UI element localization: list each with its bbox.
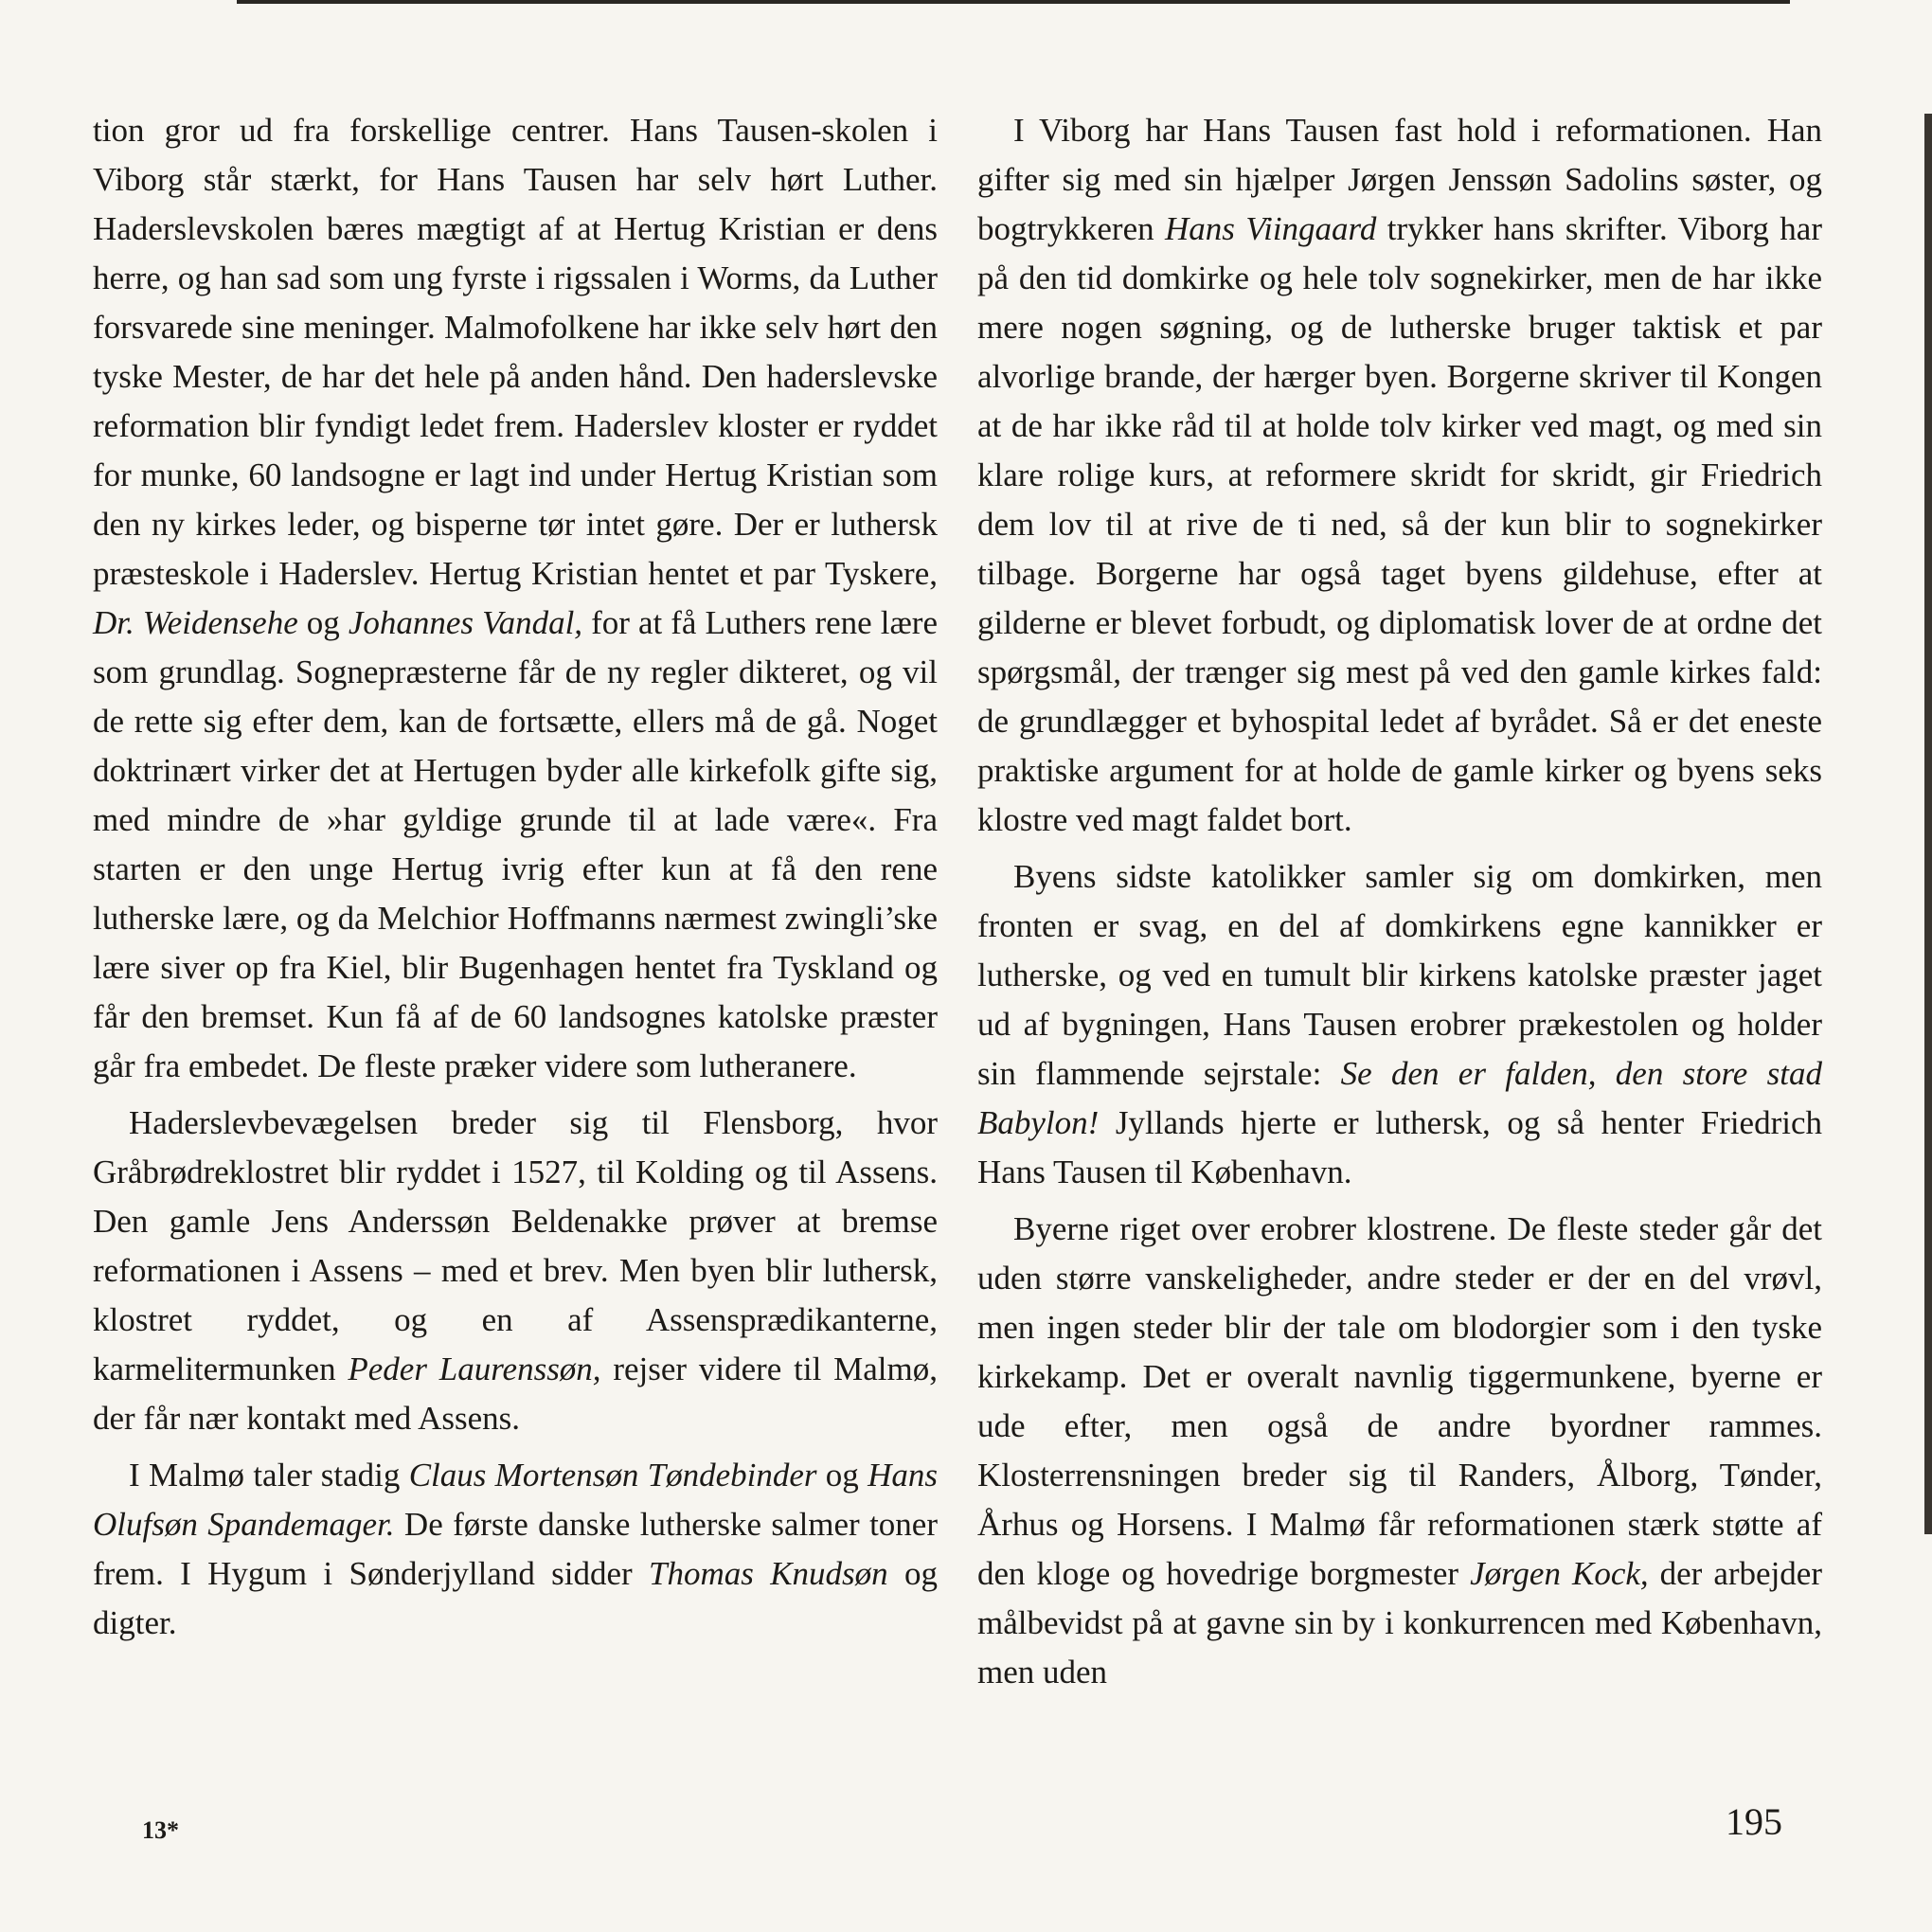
italic-run: Hans Olufsøn Spandemager. bbox=[93, 1457, 938, 1543]
top-edge-rule bbox=[237, 0, 1790, 4]
text-run: og bbox=[297, 604, 349, 641]
text-run: trykker hans skrifter. Viborg har på den tid domkirke og hele tolv sognekirker, men de har ikke mere nogen søgning, og de lutherske bruger taktisk et par alvorlige brande, der hærger byen. Borgerne skriver til Kongen at de har ikke råd til at holde tolv kirker ved magt, og med sin klare rolige kurs, at reformere skridt for skridt, gir Friedrich dem lov til at rive de ti ned, så der kun blir to sognekirker tilbage. Borgerne har også taget byens gildehuse, efter at gilderne er blevet forbudt, og diplomatisk lover de at ordne det spørgsmål, der trænger sig mest på ved den gamle kirkes fald: de grundlægger et byhospital ledet af byrådet. Så er det eneste praktiske argument for at holde de gamle kirker og byens seks klostre ved magt faldet bort. bbox=[977, 210, 1822, 838]
italic-run: Johannes Vandal, bbox=[348, 604, 583, 641]
text-run: I Malmø taler stadig bbox=[129, 1457, 409, 1494]
italic-run: Claus Mortensøn Tøndebinder bbox=[408, 1457, 817, 1494]
text-run: Jyllands hjerte er luthersk, og så henter Friedrich Hans Tausen til København. bbox=[977, 1104, 1822, 1190]
left-paragraph-1 bbox=[93, 106, 938, 1091]
text-run: Haderslevbevægelsen breder sig til Flensborg, hvor Gråbrødreklostret blir ryddet i 1527, til Kolding og til Assens. Den gamle Jens Anderssøn Beldenakke prøver at bremse reformationen i Assens – med et brev. Men byen blir luthersk, klostret ryddet, og en af Assensprædikanterne, karmelitermunken bbox=[93, 1104, 938, 1387]
text-run: og digter. bbox=[93, 1555, 939, 1641]
right-paragraph-1 bbox=[977, 106, 1822, 845]
text-run: De første danske lutherske salmer toner frem. I Hygum i Sønderjylland sidder bbox=[93, 1506, 938, 1592]
italic-run: Peder Laurenssøn, bbox=[348, 1351, 601, 1387]
page-number: 195 bbox=[1726, 1800, 1782, 1843]
page-edge-shadow bbox=[1924, 114, 1932, 1534]
text-run: rejser videre til Malmø, der får nær kontakt med Assens. bbox=[93, 1351, 938, 1437]
text-run: for at få Luthers rene lære som grundlag. Sognepræsterne får de ny regler dikteret, og vil de rette sig efter dem, kan de fortsætte, ellers må de gå. Noget doktrinært virker det at Hertugen byder alle kirkefolk gifte sig, med mindre de »har gyldige grunde til at lade være«. Fra starten er den unge Hertug ivrig efter kun at få den rene lutherske lære, og da Melchior Hoffmanns nærmest zwingli’ske lære siver op fra Kiel, blir Bugenhagen hentet fra Tyskland og får den bremset. Kun få af de 60 landsognes katolske præster går fra embedet. De fleste præker videre som lutheranere. bbox=[93, 604, 938, 1084]
left-column bbox=[93, 106, 938, 1655]
italic-run: Hans Viingaard bbox=[1165, 210, 1377, 247]
text-run: tion gror ud fra forskellige centrer. Hans Tausen-skolen i Viborg står stærkt, for Hans Tausen har selv hørt Luther. Haderslevskolen bæres mægtigt af at Hertug Kristian er dens herre, og han sad som ung fyrste i rigssalen i Worms, da Luther forsvarede sine meninger. Malmofolkene har ikke selv hørt den tyske Mester, de har det hele på anden hånd. Den haderslevske reformation blir fyndigt ledet frem. Haderslev kloster er ryddet for munke, 60 landsogne er lagt ind under Hertug Kristian som den ny kirkes leder, og bisperne tør intet gøre. Der er luthersk præsteskole i Haderslev. Hertug Kristian hentet et par Tyskere, bbox=[93, 112, 938, 592]
italic-run: Thomas Knudsøn bbox=[649, 1555, 888, 1592]
text-run: Byerne riget over erobrer klostrene. De fleste steder går det uden større vanskeligheder, andre steder er der en del vrøvl, men ingen steder blir der tale om blodorgier som i den tyske kirkekamp. Det er overalt navnlig tiggermunkene, byerne er ude efter, men også de andre byordner rammes. Klosterrensningen breder sig til Randers, Ålborg, Tønder, Århus og Horsens. I Malmø får reformationen stærk støtte af den kloge og hovedrige borgmester bbox=[977, 1210, 1822, 1592]
signature-mark: 13* bbox=[142, 1816, 179, 1844]
right-paragraph-3 bbox=[977, 1205, 1822, 1697]
right-column bbox=[977, 106, 1822, 1705]
italic-run: Jørgen Kock, bbox=[1470, 1555, 1649, 1592]
italic-run: Se den er falden, den store stad Babylon! bbox=[977, 1055, 1822, 1141]
text-run: Byens sidste katolikker samler sig om domkirken, men fronten er svag, en del af domkirkens egne kannikker er lutherske, og ved en tumult blir kirkens katolske præster jaget ud af bygningen, Hans Tausen erobrer prækestolen og holder sin flammende sejrstale: bbox=[977, 858, 1822, 1092]
left-paragraph-2 bbox=[93, 1099, 938, 1443]
text-run: og bbox=[816, 1457, 868, 1494]
italic-run: Dr. Weidensehe bbox=[93, 604, 298, 641]
left-paragraph-3 bbox=[93, 1451, 938, 1648]
text-run: I Viborg har Hans Tausen fast hold i reformationen. Han gifter sig med sin hjælper Jørgen Jenssøn Sadolins søster, og bogtrykkeren bbox=[977, 112, 1822, 247]
right-paragraph-2 bbox=[977, 852, 1822, 1197]
text-run: der arbejder målbevidst på at gavne sin by i konkurrencen med København, men uden bbox=[977, 1555, 1822, 1690]
